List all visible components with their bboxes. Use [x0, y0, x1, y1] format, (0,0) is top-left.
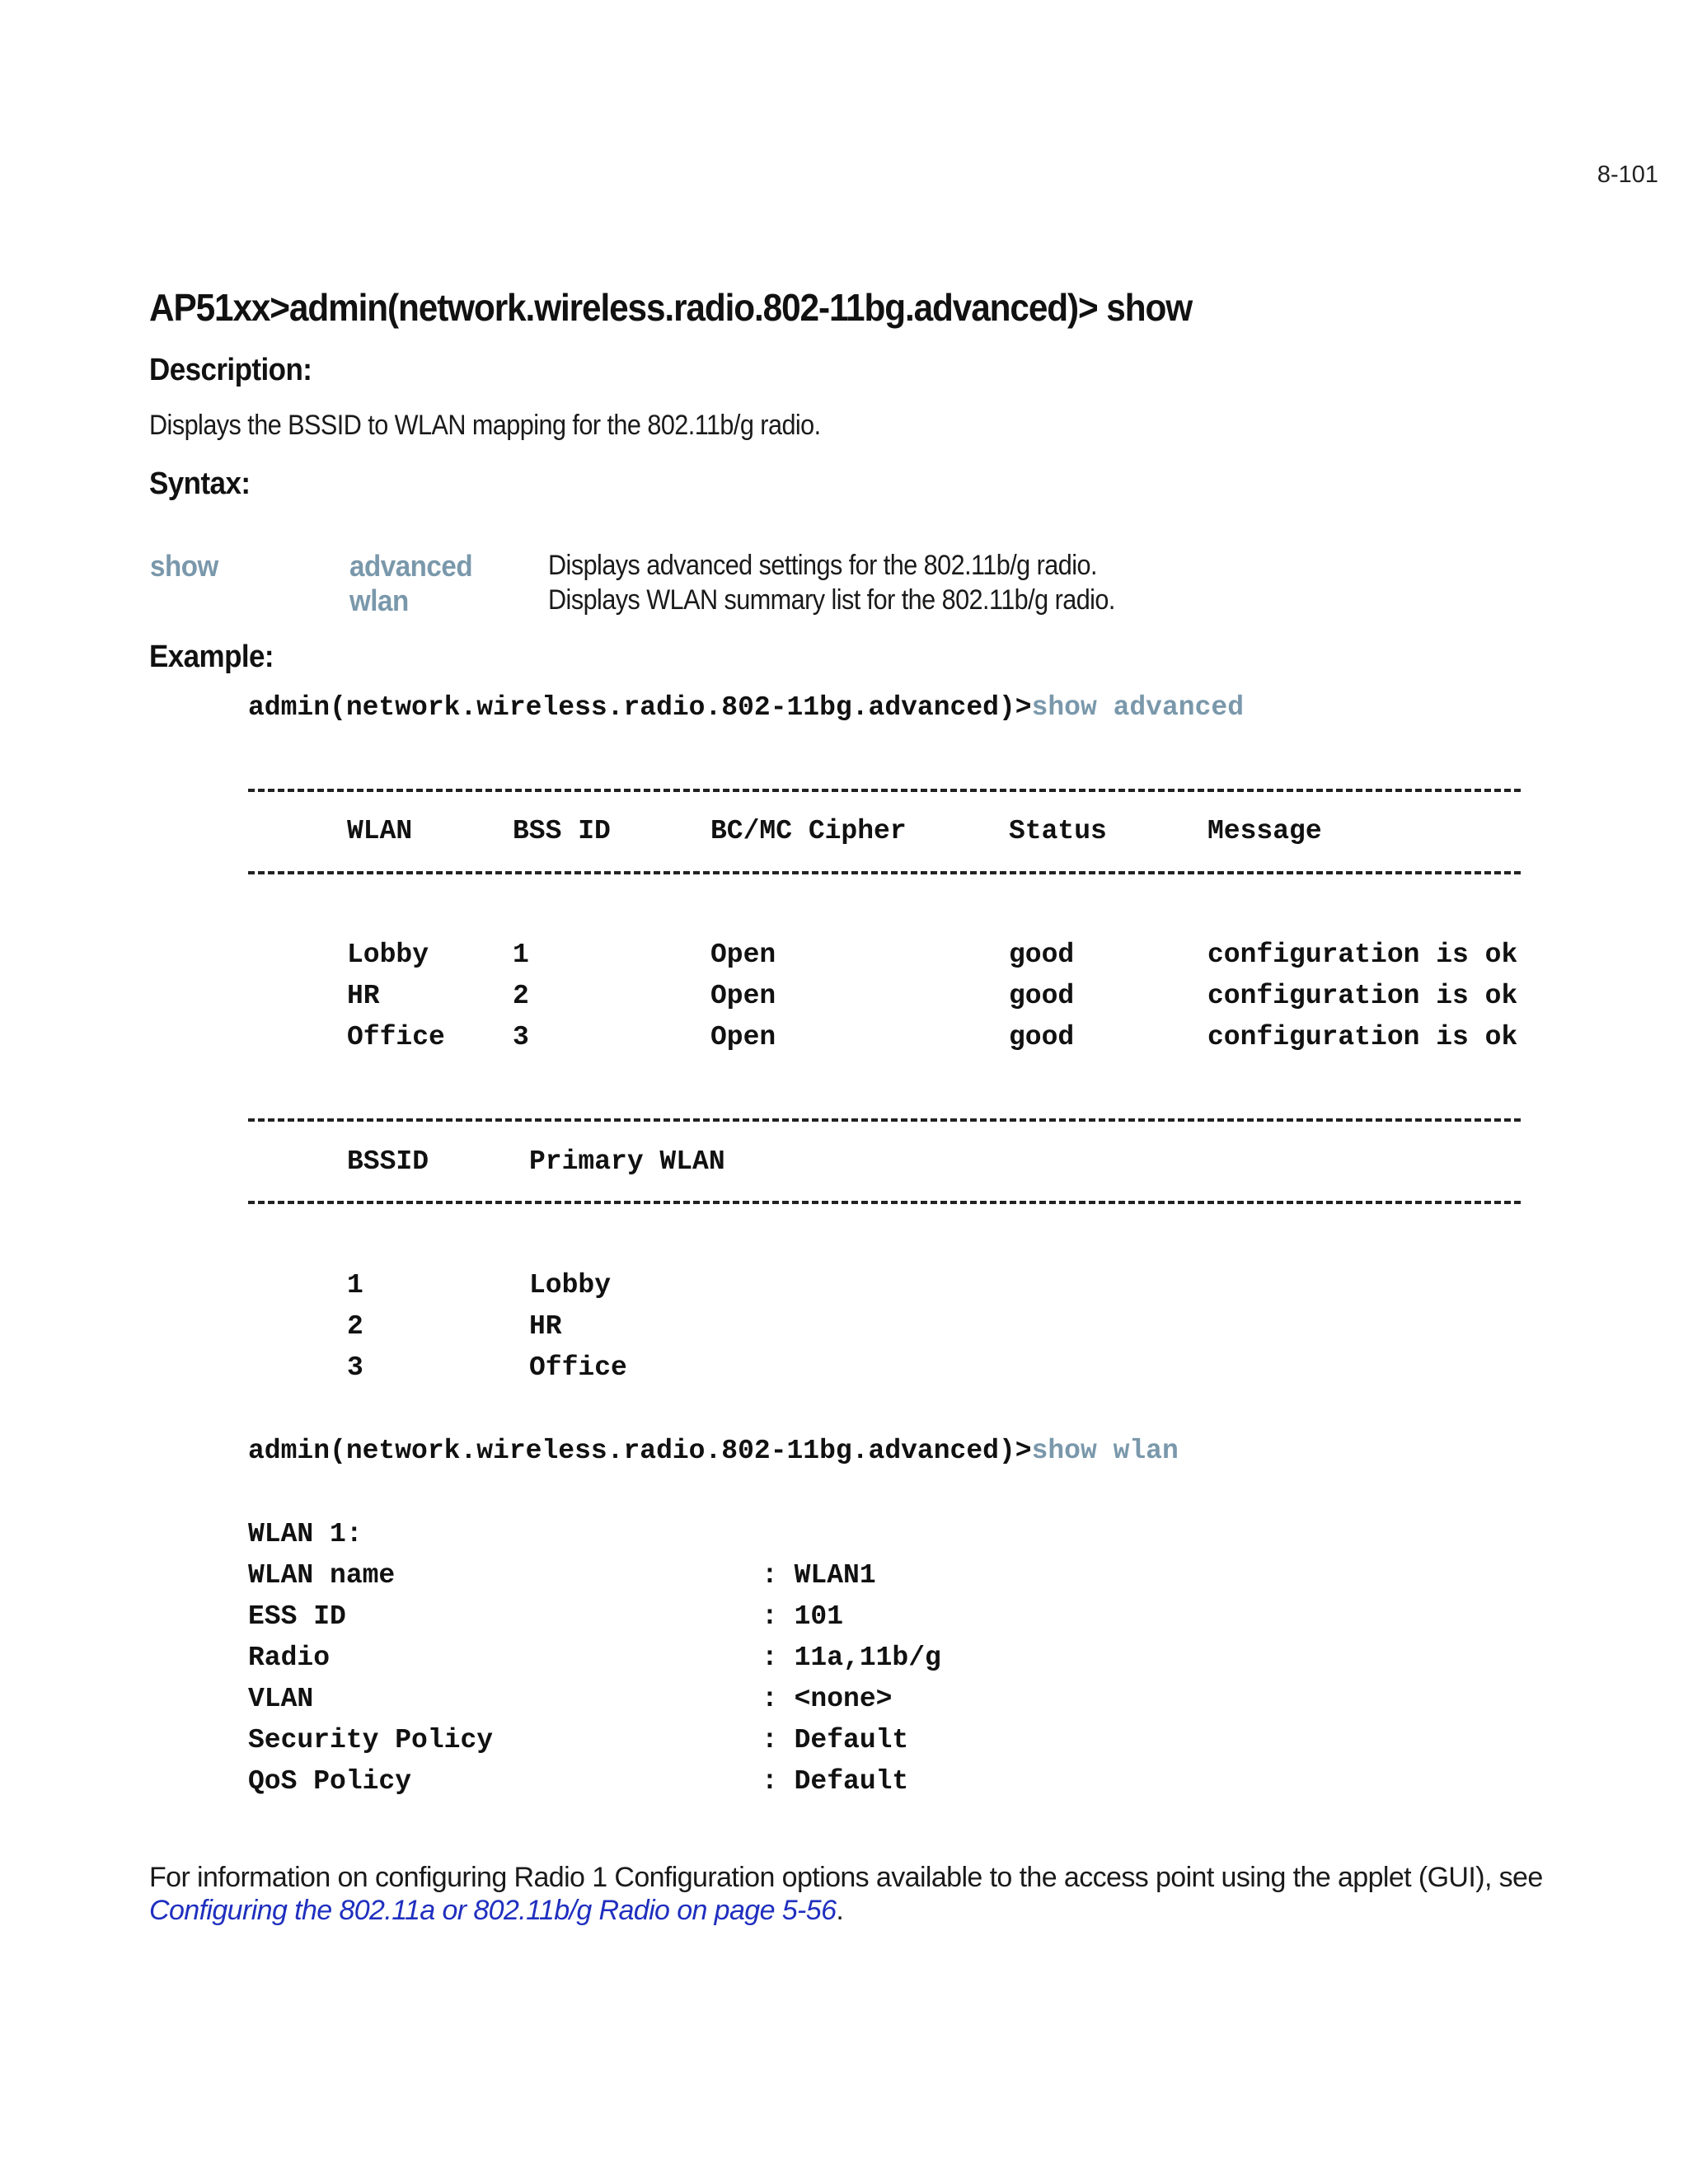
table-cell: 2 — [347, 1311, 363, 1342]
table-rule — [248, 1201, 1521, 1204]
detail-value: : 101 — [762, 1601, 844, 1632]
detail-label: ESS ID — [248, 1601, 346, 1632]
page-title: AP51xx>admin(network.wireless.radio.802-11bg.advanced)> show — [149, 286, 1193, 329]
table-cell: good — [1009, 940, 1075, 970]
detail-value: : Default — [762, 1725, 909, 1755]
column-header: WLAN — [347, 816, 413, 846]
column-header: BSSID — [347, 1146, 429, 1177]
footer-text: For information on configuring Radio 1 Configuration options available to the access point using the applet (GUI), see — [149, 1862, 1543, 1893]
column-header: Status — [1009, 816, 1107, 846]
table-cell: 3 — [513, 1022, 529, 1052]
table-cell: Open — [710, 981, 776, 1011]
table-cell: 1 — [513, 940, 529, 970]
column-header: Message — [1207, 816, 1322, 846]
detail-value: : Default — [762, 1766, 909, 1797]
syntax-command: show — [150, 549, 218, 583]
table-cell: HR — [347, 981, 380, 1011]
table-cell: 3 — [347, 1352, 363, 1383]
table-cell: good — [1009, 1022, 1075, 1052]
command-line-show-advanced — [248, 692, 1244, 723]
table-cell: configuration is ok — [1207, 981, 1518, 1011]
description-heading: Description: — [149, 353, 312, 387]
detail-value: : <none> — [762, 1684, 893, 1714]
table-cell: Open — [710, 940, 776, 970]
table-rule — [248, 871, 1521, 874]
table-cell: Office — [529, 1352, 627, 1383]
example-heading: Example: — [149, 640, 274, 674]
prompt: admin(network.wireless.radio.802-11bg.advanced)> — [248, 692, 1032, 723]
table-cell: configuration is ok — [1207, 1022, 1518, 1052]
command-line-show-wlan — [248, 1436, 1179, 1466]
detail-label: Security Policy — [248, 1725, 494, 1755]
table-cell: Lobby — [529, 1270, 612, 1301]
syntax-option-keyword: wlan — [349, 583, 409, 617]
table-cell: Lobby — [347, 940, 429, 970]
prompt: admin(network.wireless.radio.802-11bg.advanced)> — [248, 1436, 1032, 1466]
table-rule — [248, 1118, 1521, 1122]
syntax-option-keyword: advanced — [349, 549, 473, 583]
detail-label: Radio — [248, 1643, 331, 1673]
syntax-heading: Syntax: — [149, 466, 251, 501]
footer-end: . — [836, 1895, 844, 1926]
description-text: Displays the BSSID to WLAN mapping for the 802.11b/g radio. — [149, 410, 821, 441]
column-header: BC/MC Cipher — [710, 816, 907, 846]
detail-label: WLAN name — [248, 1560, 396, 1591]
command-text: show wlan — [1031, 1436, 1179, 1466]
detail-value: : WLAN1 — [762, 1560, 876, 1591]
cross-reference-link[interactable]: Configuring the 802.11a or 802.11b/g Radio on page 5-56 — [149, 1895, 837, 1926]
command-text: show advanced — [1031, 692, 1245, 723]
table-cell: 1 — [347, 1270, 363, 1301]
detail-value: : 11a,11b/g — [762, 1643, 941, 1673]
table-cell: good — [1009, 981, 1075, 1011]
syntax-option-description: Displays advanced settings for the 802.11b/g radio. — [548, 550, 1097, 581]
page-number: 8-101 — [1597, 162, 1658, 188]
footer-paragraph — [149, 1861, 1600, 1927]
wlan-detail-title: WLAN 1: — [248, 1519, 363, 1549]
table-cell: configuration is ok — [1207, 940, 1518, 970]
detail-label: QoS Policy — [248, 1766, 412, 1797]
detail-label: VLAN — [248, 1684, 314, 1714]
table-cell: HR — [529, 1311, 562, 1342]
column-header: Primary WLAN — [529, 1146, 725, 1177]
column-header: BSS ID — [513, 816, 611, 846]
table-cell: Open — [710, 1022, 776, 1052]
table-cell: 2 — [513, 981, 529, 1011]
table-cell: Office — [347, 1022, 445, 1052]
table-rule — [248, 789, 1521, 792]
syntax-option-description: Displays WLAN summary list for the 802.11b/g radio. — [548, 584, 1115, 616]
